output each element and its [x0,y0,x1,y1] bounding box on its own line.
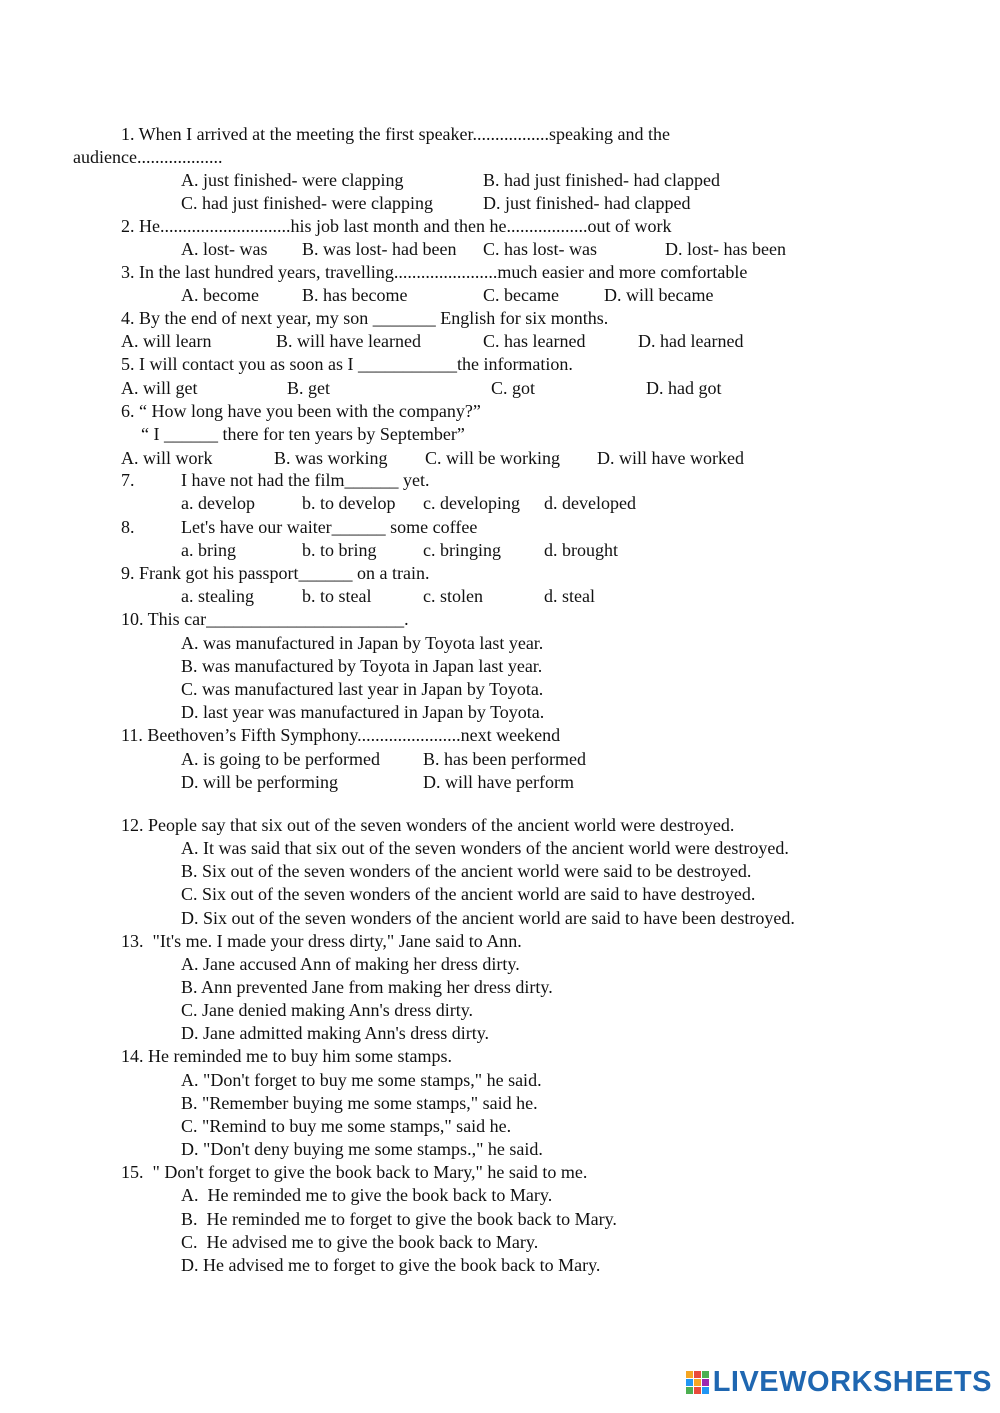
q7-option-c: c. developing [423,493,520,513]
question-5-text: 5. I will contact you as soon as I ___________the information. [121,354,573,374]
q8-option-a: a. bring [181,540,236,560]
question-6-text: 6. “ How long have you been with the company?” [121,401,481,421]
q1-option-a: A. just finished- were clapping [181,170,404,190]
q5-option-a: A. will get [121,378,198,398]
q7-option-a: a. develop [181,493,255,513]
question-13-text: 13. "It's me. I made your dress dirty," Jane said to Ann. [121,931,522,951]
question-1-text: 1. When I arrived at the meeting the first speaker.................speaking and the [121,124,670,144]
q11-option-c: D. will be performing [181,772,338,792]
q1-option-c: C. had just finished- were clapping [181,193,433,213]
q9-option-d: d. steal [544,586,595,606]
liveworksheets-logo-icon [686,1371,709,1394]
q15-option-a: A. He reminded me to give the book back to Mary. [181,1185,553,1205]
question-11-text: 11. Beethoven’s Fifth Symphony.......................next weekend [121,725,561,745]
q1-option-b: B. had just finished- had clapped [483,170,720,190]
q3-option-b: B. has become [302,285,408,305]
q13-option-d: D. Jane admitted making Ann's dress dirty. [181,1023,490,1043]
q9-option-a: a. stealing [181,586,254,606]
q3-option-a: A. become [181,285,259,305]
q12-option-a: A. It was said that six out of the seven wonders of the ancient world were destroyed. [181,838,789,858]
q15-option-b: B. He reminded me to forget to give the book back to Mary. [181,1209,617,1229]
q5-option-c: C. got [491,378,536,398]
q10-option-c: C. was manufactured last year in Japan by Toyota. [181,679,544,699]
question-14-text: 14. He reminded me to buy him some stamps. [121,1046,452,1066]
q10-option-b: B. was manufactured by Toyota in Japan last year. [181,656,543,676]
question-15-text: 15. " Don't forget to give the book back to Mary," he said to me. [121,1162,588,1182]
q9-option-c: c. stolen [423,586,483,606]
q11-option-d: D. will have perform [423,772,574,792]
q3-option-d: D. will became [604,285,714,305]
q7-option-b: b. to develop [302,493,396,513]
q6-option-a: A. will work [121,448,213,468]
q10-option-a: A. was manufactured in Japan by Toyota last year. [181,633,544,653]
q14-option-d: D. "Don't deny buying me some stamps.," he said. [181,1139,543,1159]
q9-option-b: b. to steal [302,586,372,606]
q15-option-d: D. He advised me to forget to give the book back to Mary. [181,1255,601,1275]
question-1-text-cont: audience................... [73,147,223,167]
q11-option-a: A. is going to be performed [181,749,380,769]
q8-option-c: c. bringing [423,540,501,560]
question-7-number: 7. [121,470,135,490]
q13-option-b: B. Ann prevented Jane from making her dress dirty. [181,977,553,997]
q2-option-c: C. has lost- was [483,239,597,259]
q5-option-d: D. had got [646,378,722,398]
q6-option-d: D. will have worked [597,448,744,468]
q2-option-b: B. was lost- had been [302,239,457,259]
q14-option-a: A. "Don't forget to buy me some stamps," he said. [181,1070,542,1090]
q15-option-c: C. He advised me to give the book back to Mary. [181,1232,539,1252]
question-12-text: 12. People say that six out of the seven wonders of the ancient world were destroyed. [121,815,735,835]
q4-option-a: A. will learn [121,331,212,351]
liveworksheets-logo[interactable] [686,1366,992,1399]
q12-option-d: D. Six out of the seven wonders of the ancient world are said to have been destroyed. [181,908,795,928]
question-2-text: 2. He.............................his job last month and then he..................out of work [121,216,672,236]
q10-option-d: D. last year was manufactured in Japan by Toyota. [181,702,545,722]
q1-option-d: D. just finished- had clapped [483,193,691,213]
q5-option-b: B. get [287,378,330,398]
q11-option-b: B. has been performed [423,749,586,769]
q2-option-a: A. lost- was [181,239,268,259]
q14-option-b: B. "Remember buying me some stamps," said he. [181,1093,538,1113]
q4-option-d: D. had learned [638,331,744,351]
question-10-text: 10. This car______________________. [121,609,409,629]
question-8-text: Let's have our waiter______ some coffee [181,517,478,537]
q6-option-b: B. was working [274,448,388,468]
question-4-text: 4. By the end of next year, my son _______ English for six months. [121,308,609,328]
q13-option-a: A. Jane accused Ann of making her dress dirty. [181,954,520,974]
q4-option-b: B. will have learned [276,331,421,351]
question-9-text: 9. Frank got his passport______ on a train. [121,563,430,583]
question-8-number: 8. [121,517,135,537]
q12-option-c: C. Six out of the seven wonders of the ancient world are said to have destroyed. [181,884,756,904]
q13-option-c: C. Jane denied making Ann's dress dirty. [181,1000,474,1020]
q2-option-d: D. lost- has been [665,239,786,259]
question-6-text-cont: “ I ______ there for ten years by September” [141,424,465,444]
q6-option-c: C. will be working [425,448,560,468]
question-3-text: 3. In the last hundred years, travelling.......................much easier and more comfortable [121,262,748,282]
q14-option-c: C. "Remind to buy me some stamps," said he. [181,1116,512,1136]
q3-option-c: C. became [483,285,559,305]
q7-option-d: d. developed [544,493,636,513]
q4-option-c: C. has learned [483,331,586,351]
q12-option-b: B. Six out of the seven wonders of the ancient world were said to be destroyed. [181,861,752,881]
q8-option-d: d. brought [544,540,618,560]
liveworksheets-wordmark: LIVEWORKSHEETS [712,1366,992,1398]
q8-option-b: b. to bring [302,540,377,560]
question-7-text: I have not had the film______ yet. [181,470,430,490]
